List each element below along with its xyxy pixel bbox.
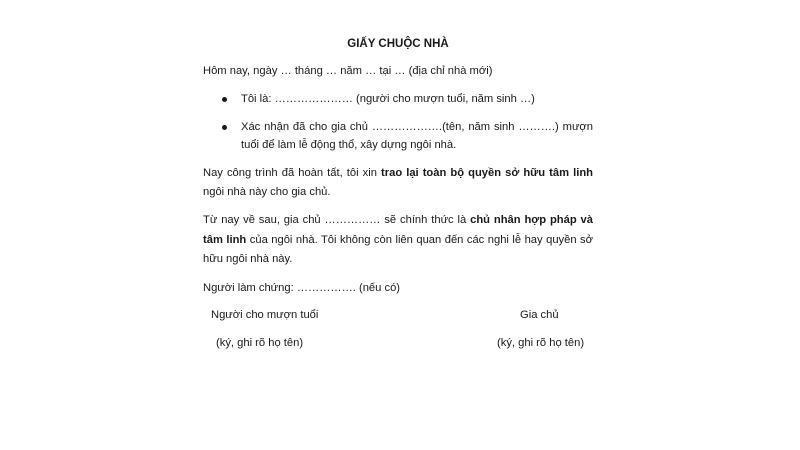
signature-left-note: (ký, ghi rõ họ tên) <box>216 337 304 349</box>
paragraph-text: của ngôi nhà. Tôi không còn liên quan đến các nghi lễ hay quyền sở <box>246 234 593 246</box>
paragraph-text: Nay công trình đã hoàn tất, tôi xin <box>203 167 382 179</box>
paragraph-bold-text: chủ nhân hợp pháp và <box>470 214 593 226</box>
paragraph-bold-text: tâm linh <box>203 234 247 246</box>
signature-right-note: (ký, ghi rõ họ tên) <box>497 337 585 349</box>
bullet-text: Tôi là: ………………… (người cho mượn tuổi, năm sinh …) <box>241 93 535 105</box>
paragraph-line <box>203 233 593 247</box>
bullet-icon <box>222 125 227 130</box>
signature-right-title: Gia chủ <box>520 309 559 321</box>
witness-line: Người làm chứng: ……………. (nếu có) <box>203 282 401 294</box>
intro-line: Hôm nay, ngày … tháng … năm … tại … (địa chỉ nhà mới) <box>203 65 493 77</box>
document-title: GIẤY CHUỘC NHÀ <box>347 38 449 50</box>
paragraph-text: Từ nay về sau, gia chủ …………… sẽ chính thức là <box>203 214 471 226</box>
bullet-text-line2: tuổi để làm lễ động thổ, xây dựng ngôi nhà. <box>241 139 457 151</box>
bullet-icon <box>222 97 227 102</box>
bullet-text-line1: Xác nhận đã cho gia chủ ……………….(tên, năm sinh ……….) mượn <box>241 121 593 133</box>
paragraph-line: hữu ngôi nhà này. <box>203 253 293 265</box>
paragraph-line <box>203 213 593 227</box>
paragraph-bold-text: trao lại toàn bộ quyền sở hữu tâm linh <box>381 167 594 179</box>
paragraph-line <box>203 166 593 180</box>
paragraph-line: ngôi nhà này cho gia chủ. <box>203 186 331 198</box>
signature-left-title: Người cho mượn tuổi <box>211 309 319 321</box>
